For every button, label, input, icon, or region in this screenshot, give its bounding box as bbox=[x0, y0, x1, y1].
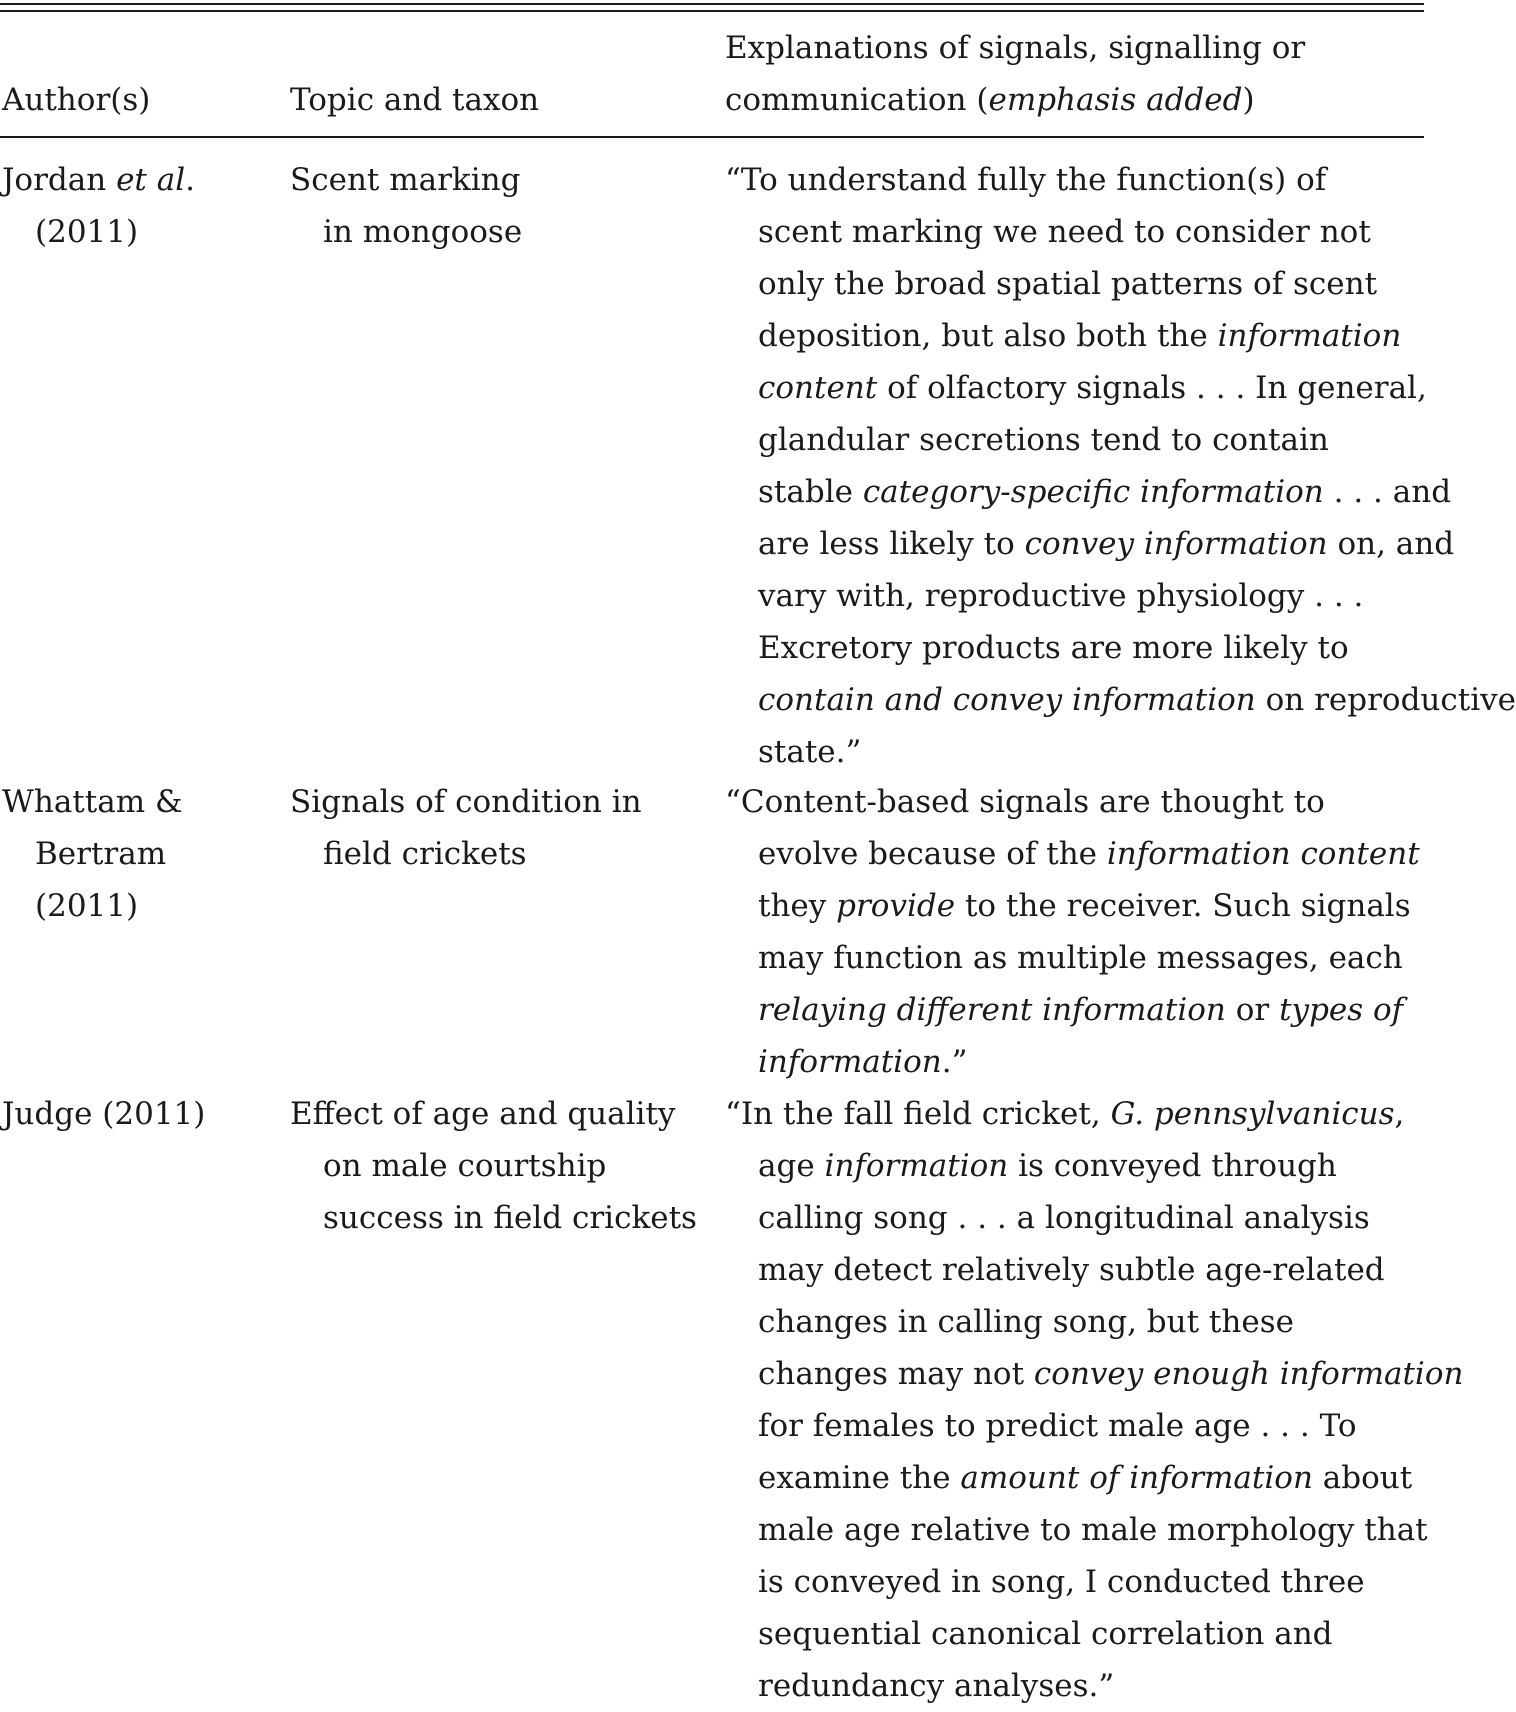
header-author bbox=[2, 74, 272, 126]
row-1-explanation bbox=[725, 154, 1516, 778]
table-top-rule-inner bbox=[0, 10, 1424, 12]
row-2-topic-line-2: field crickets bbox=[323, 836, 527, 872]
header-topic bbox=[290, 74, 710, 126]
row-1-topic-line-1: Scent marking bbox=[290, 162, 521, 198]
row-2-expl-line: relaying different information or types of bbox=[758, 992, 1404, 1028]
row-3-expl-line: changes may not convey enough information bbox=[758, 1356, 1464, 1392]
row-1-expl-line: deposition, but also both the information bbox=[758, 318, 1402, 354]
row-3-topic bbox=[290, 1088, 710, 1244]
row-1-expl-line: state.” bbox=[758, 734, 862, 770]
row-1-topic bbox=[290, 154, 710, 258]
row-3-expl-line: calling song . . . a longitudinal analysis bbox=[758, 1200, 1370, 1236]
row-2-author-line-1: Whattam & bbox=[2, 784, 183, 820]
row-1-expl-line: only the broad spatial patterns of scent bbox=[758, 266, 1378, 302]
row-3-expl-line: sequential canonical correlation and bbox=[758, 1616, 1333, 1652]
row-2-author-line-3: (2011) bbox=[35, 888, 139, 924]
row-3-expl-line: age information is conveyed through bbox=[758, 1148, 1337, 1184]
header-author-label: Author(s) bbox=[2, 82, 151, 118]
row-3-topic-line-1: Effect of age and quality bbox=[290, 1096, 676, 1132]
header-explanations bbox=[725, 22, 1424, 126]
row-1-topic-line-2: in mongoose bbox=[323, 214, 523, 250]
row-1-author bbox=[2, 154, 272, 258]
row-2-author bbox=[2, 776, 272, 932]
header-expl-line-2: communication (emphasis added) bbox=[725, 82, 1255, 118]
row-3-expl-line: male age relative to male morphology that bbox=[758, 1512, 1428, 1548]
row-3-expl-line: may detect relatively subtle age-related bbox=[758, 1252, 1385, 1288]
row-3-author bbox=[2, 1088, 272, 1140]
row-2-topic bbox=[290, 776, 710, 880]
row-1-expl-line: vary with, reproductive physiology . . . bbox=[758, 578, 1364, 614]
header-expl-line-1: Explanations of signals, signalling or bbox=[725, 30, 1306, 66]
row-3-explanation bbox=[725, 1088, 1464, 1712]
row-2-expl-line: may function as multiple messages, each bbox=[758, 940, 1403, 976]
row-2-expl-line: evolve because of the information content bbox=[758, 836, 1420, 872]
row-1-expl-line: Excretory products are more likely to bbox=[758, 630, 1349, 666]
row-2-expl-line: information.” bbox=[758, 1044, 968, 1080]
table-top-rule bbox=[0, 3, 1424, 5]
row-1-expl-line: contain and convey information on reproductive bbox=[758, 682, 1516, 718]
header-rule bbox=[0, 136, 1424, 138]
row-1-author-line-2: (2011) bbox=[35, 214, 139, 250]
row-1-expl-line: are less likely to convey information on, and bbox=[758, 526, 1455, 562]
row-1-expl-line: “To understand fully the function(s) of bbox=[725, 162, 1327, 198]
row-1-expl-line: glandular secretions tend to contain bbox=[758, 422, 1329, 458]
row-2-explanation bbox=[725, 776, 1424, 1088]
row-3-expl-line: changes in calling song, but these bbox=[758, 1304, 1294, 1340]
row-1-expl-line: content of olfactory signals . . . In general, bbox=[758, 370, 1427, 406]
row-1-expl-line: stable category-specific information . . . and bbox=[758, 474, 1452, 510]
row-1-author-line-1: Jordan et al. bbox=[2, 162, 195, 198]
row-1-expl-line: scent marking we need to consider not bbox=[758, 214, 1371, 250]
row-3-expl-line: for females to predict male age . . . To bbox=[758, 1408, 1357, 1444]
header-topic-label: Topic and taxon bbox=[290, 82, 540, 118]
row-2-expl-line: “Content-based signals are thought to bbox=[725, 784, 1325, 820]
row-2-author-line-2: Bertram bbox=[35, 836, 167, 872]
row-3-topic-line-2: on male courtship bbox=[323, 1148, 607, 1184]
row-3-expl-line: examine the amount of information about bbox=[758, 1460, 1413, 1496]
row-3-expl-line: “In the fall field cricket, G. pennsylvanicus, bbox=[725, 1096, 1405, 1132]
row-3-author-line-1: Judge (2011) bbox=[2, 1096, 206, 1132]
row-3-topic-line-3: success in field crickets bbox=[323, 1200, 697, 1236]
row-3-expl-line: is conveyed in song, I conducted three bbox=[758, 1564, 1365, 1600]
row-3-expl-line: redundancy analyses.” bbox=[758, 1668, 1115, 1704]
row-2-topic-line-1: Signals of condition in bbox=[290, 784, 642, 820]
row-2-expl-line: they provide to the receiver. Such signals bbox=[758, 888, 1411, 924]
